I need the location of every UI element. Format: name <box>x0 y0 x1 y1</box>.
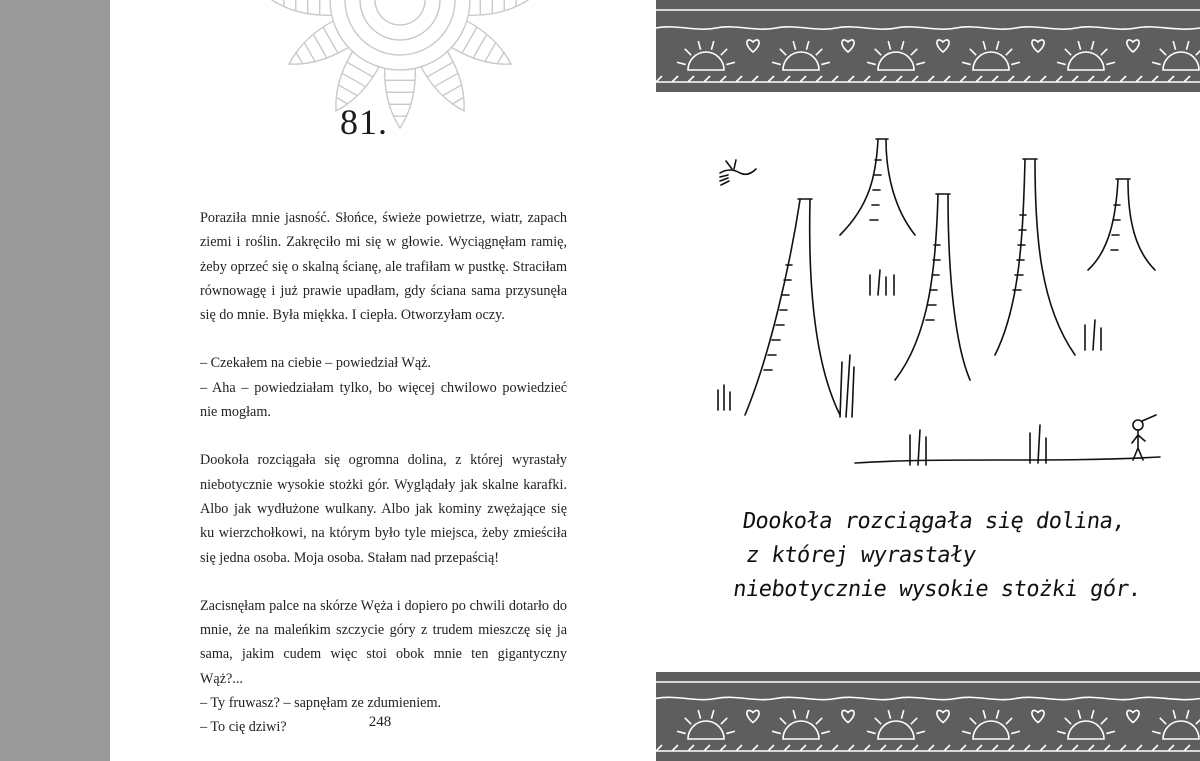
paragraph: Zacisnęłam palce na skórze Węża i dopiero po chwili dotarło do mnie, że na maleńkim szczycie góry z trudem mieszczę się ja sama, jakim cudem więc stoi obok mnie ten gigantyczny Wąż?... <box>200 597 567 687</box>
caption-line: Dookoła rozciągała się dolina, <box>741 509 1127 534</box>
decorative-band-top <box>656 0 1200 92</box>
body-text <box>200 206 567 740</box>
mandala-ornament <box>235 0 565 200</box>
chapter-number: 81. <box>340 102 388 142</box>
paragraph: Dookoła rozciągała się ogromna dolina, z której wyrastały niebotycznie wysokie stożki gór. Wyglądały jak skalne karafki. Albo jak wydłużone wulkany. Albo jak kominy zwężające się ku wierzchołkowi, na którym było tyle miejsca, żeby zmieściła się jedna osoba. Moja osoba. Stałam nad przepaścią! <box>200 452 567 566</box>
dialogue-line: – To cię dziwi? <box>200 719 287 736</box>
bird-icon <box>720 160 756 185</box>
caption-line: niebotycznie wysokie stożki gór. <box>731 577 1143 602</box>
page-number: 248 <box>368 714 392 730</box>
dialogue-line: – Ty fruwasz? – sapnęłam ze zdumieniem. <box>200 695 442 712</box>
handwritten-caption <box>731 505 1185 607</box>
caption-line: z której wyrastały <box>744 543 978 568</box>
dialogue-line: – Aha – powiedziałam tylko, bo więcej chwilowo powiedzieć nie mogłam. <box>200 379 567 421</box>
dialogue-line: – Czekałem na ciebie – powiedział Wąż. <box>200 355 431 372</box>
paragraph: Poraziła mnie jasność. Słońce, świeże powietrze, wiatr, zapach ziemi i roślin. Zakręciło mi się w głowie. Wyciągnęłam ramię, żeby oprzeć się o skalną ścianę, ale trafiłam w pustkę. Straciłam równowagę i już prawie upadłam, gdy ściana sama przysunęła się do mnie. Była miękka. I ciepła. Otworzyłam oczy. <box>200 210 567 324</box>
valley-illustration <box>690 135 1180 475</box>
decorative-band-bottom <box>656 672 1200 761</box>
